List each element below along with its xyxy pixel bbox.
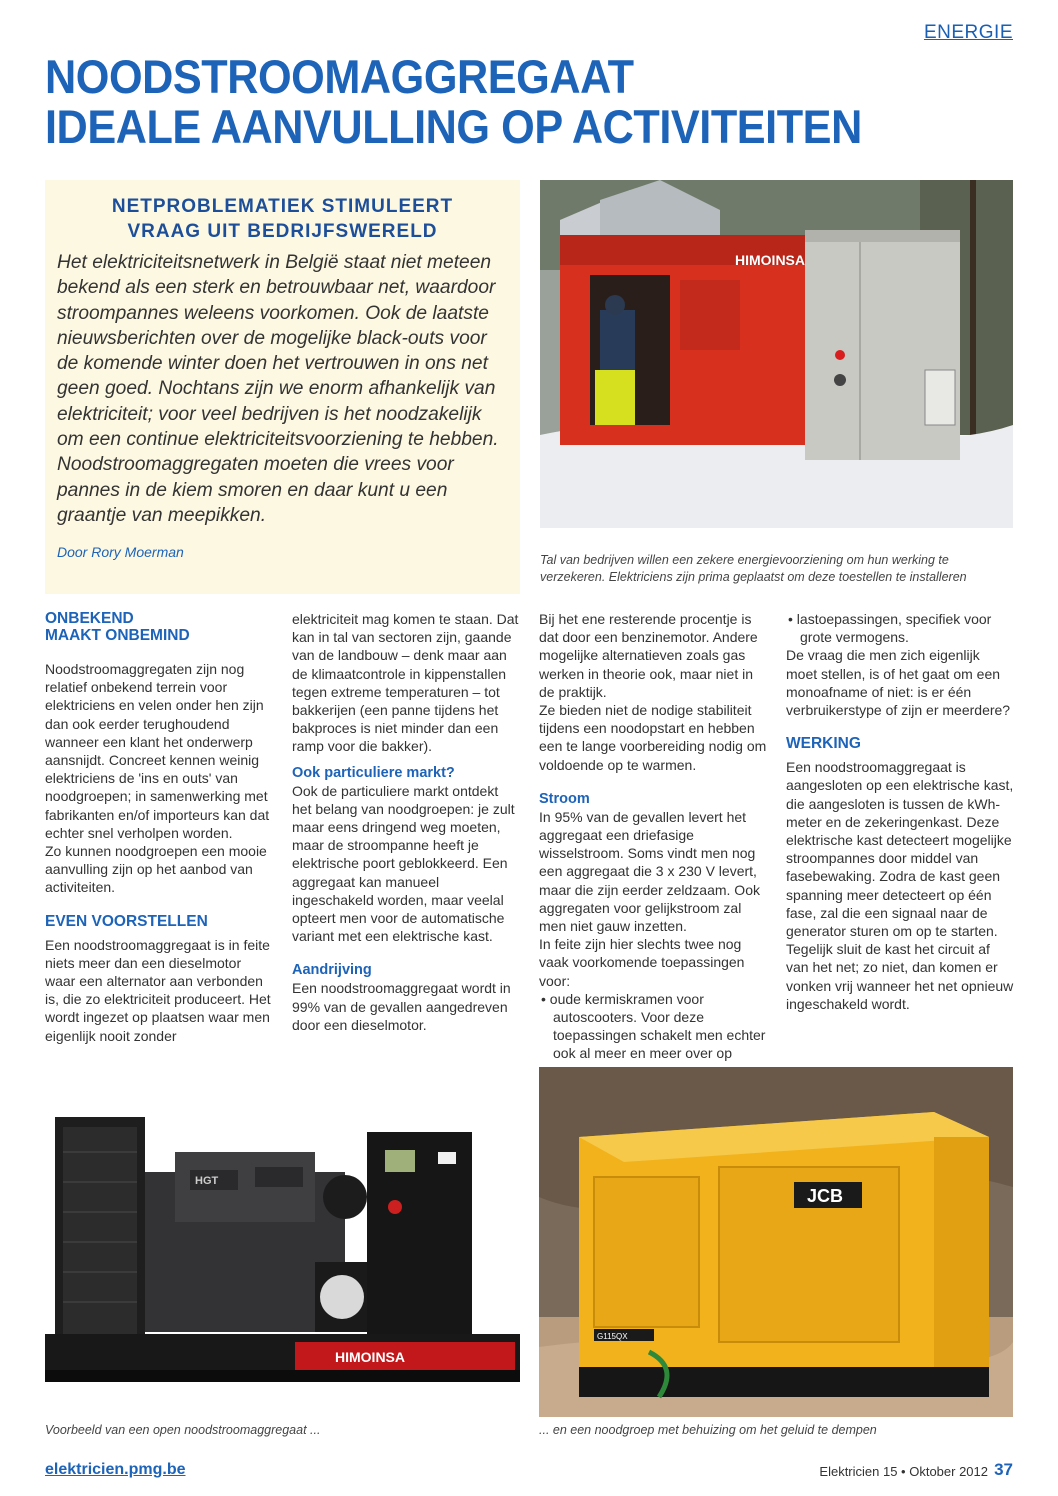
paragraph: Ook de particuliere markt ontdekt het belang van noodgroepen: je zult maar eens dringend weg moeten, maar de stroompanne heeft je elektrische poort geblokkeerd. Een aggregaat kan manueel ingeschakeld worden, maar veelal opteert men voor de automatische variant met een elektrische kast.: [292, 782, 515, 945]
spacer: [292, 945, 520, 961]
spacer: [45, 897, 273, 913]
heading-onbekend-line-2: MAAKT ONBEMIND: [45, 627, 190, 644]
page-number: 37: [994, 1460, 1013, 1479]
headline-line-1: NOODSTROOMAGGREGAAT: [45, 50, 634, 103]
paragraph: In 95% van de gevallen levert het aggregaat een driefasige wisselstroom. Soms vindt men nog een aggregaat die 3 x 230 V levert, maar die zijn eerder zeldzaam. Ook aggregaten voor gelijkstroom zal men niet gauw inzetten.: [539, 808, 760, 935]
byline: Door Rory Moerman: [57, 544, 184, 560]
footer-website-link[interactable]: elektricien.pmg.be: [45, 1461, 186, 1478]
engine-label: HGT: [195, 1175, 219, 1187]
intro-subtitle-line-1: NETPROBLEMATIEK STIMULEERT: [111, 196, 454, 217]
headline-line-2: IDEALE AANVULLING OP ACTIVITEITEN: [45, 100, 862, 153]
bullet-item: • lastoepassingen, specifiek voor grote vermogens.: [788, 611, 992, 646]
photo-bottom-right-brand: JCB: [807, 1186, 844, 1206]
section-tag: ENERGIE: [923, 22, 1013, 43]
photo-generator-snow-illustration: [540, 180, 1013, 528]
photo-top-caption: Tal van bedrijven willen een zekere energievoorziening om hun werking te verzekeren. Elektriciens zijn prima geplaatst om deze toestellen te installeren: [540, 553, 967, 584]
heading-werking: WERKING: [786, 735, 861, 753]
paragraph: De vraag die men zich eigenlijk moet stellen, is of het gaat om een monoafname of niet: is er één verbruikerstype of zijn er meerdere?: [786, 647, 1011, 719]
intro-box: [45, 180, 520, 594]
headline: [45, 52, 947, 152]
photo-generator-snow: [540, 180, 1013, 528]
photo-bottom-right-model: G115QX: [597, 1332, 628, 1341]
spacer: [45, 644, 273, 660]
bullet-item: • oude kermiskramen voor autoscooters. Voor deze toepassingen schakelt men echter ook al meer en meer over op: [541, 990, 766, 1062]
photo-enclosed-generator-illustration: [539, 1067, 1013, 1417]
photo-open-generator-illustration: [45, 1112, 520, 1397]
spacer: [786, 719, 1014, 735]
intro-lead: Het elektriciteitsnetwerk in België staat niet meteen bekend als een sterk en betrouwbaar net, waardoor stroompannes weleens voorkomen. Ook de laatste nieuwsberichten over de mogelijke black-outs voor de komende winter doen het vertrouwen in ons net geen goed. Nochtans zijn we enorm afhankelijk van elektriciteit; voor veel bedrijven is het noodzakelijk om een continue elektriciteitsvoorziening te hebben. Noodstroomaggregaten moeten die vrees voor pannes in de kiem smoren en daar kunt u een graantje van meepikken.: [57, 252, 499, 526]
spacer: [539, 774, 767, 790]
heading-onbekend-line-1: ONBEKEND: [45, 610, 134, 627]
photo-bottom-left-brand: HIMOINSA: [335, 1349, 405, 1365]
paragraph: elektriciteit mag komen te staan. Dat kan in tal van sectoren zijn, gaande van de landbouw – denk maar aan de klimaatcontrole in kippenstallen tegen extreme temperaturen – tot bakkerijen (een panne tijdens het bakproces is niet minder dan een ramp voor die bakker).: [292, 611, 519, 755]
photo-top-brand: HIMOINSA: [735, 252, 805, 268]
paragraph: Een noodstroomaggregaat wordt in 99% van de gevallen aangedreven door een dieselmotor.: [292, 980, 511, 1033]
photo-enclosed-generator: [539, 1067, 1013, 1417]
photo-bottom-right-caption: ... en een noodgroep met behuizing om het geluid te dempen: [539, 1423, 877, 1437]
footer-issue: Elektricien 15 • Oktober 2012: [819, 1464, 988, 1479]
photo-open-generator: [45, 1112, 520, 1397]
paragraph: Ze bieden niet de nodige stabiliteit tijdens een noodopstart en hebben een te lange voorbereiding nodig om voldoende op te warmen.: [539, 702, 767, 773]
paragraph: In feite zijn hier slechts twee nog vaak voorkomende toepassingen voor:: [539, 936, 745, 989]
intro-subtitle: [57, 194, 508, 244]
paragraph: Een noodstroomaggregaat is in feite niets meer dan een dieselmotor waar een alternator aan verbonden is, die zo elektriciteit produceert. Het wordt ingezet op plaatsen waar men eigenlijk nooit zonder: [45, 936, 271, 1044]
heading-onbekend: [45, 610, 273, 644]
spacer: [292, 756, 520, 764]
heading-aandrijving: Aandrijving: [292, 962, 372, 979]
paragraph: Zo kunnen noodgroepen een mooie aanvulling zijn op het aanbod van activiteiten.: [45, 843, 267, 896]
paragraph: Noodstroomaggregaten zijn nog relatief onbekend terrein voor elektriciens en velen onder hen zijn dan ook eerder terughoudend wanneer een klant het onderwerp aansnijdt. Concreet kennen weinig elektriciens de 'ins en outs' van noodgroepen; in samenwerking met fabrikanten en/of importeurs kan dat echter snel verholpen worden.: [45, 661, 270, 841]
heading-stroom: Stroom: [539, 790, 590, 807]
article-column-3: [539, 610, 767, 1081]
paragraph: Bij het ene resterende procentje is dat door een benzinemotor. Andere mogelijke alternatieven zoals gas werken in theorie ook, maar niet in de praktijk.: [539, 611, 758, 700]
photo-bottom-left-caption: Voorbeeld van een open noodstroomaggregaat ...: [45, 1423, 321, 1437]
paragraph: Een noodstroomaggregaat is aangesloten op een elektrische kast, die aangesloten is tussen de kWh-meter en de zekeringenkast. Deze elektrische kast detecteert mogelijke stroompannes door middel van fasebewaking. Zodra de kast geen spanning meer detecteert op één fase, zal die een signaal naar de generator sturen om op te starten. Tegelijk sluit de kast het circuit af van het net; zo niet, dan komen er vonken vrij wanneer het net opnieuw ingeschakeld wordt.: [786, 759, 1014, 1012]
article-column-4: [786, 610, 1014, 1013]
heading-particuliere-markt: Ook particuliere markt?: [292, 764, 455, 781]
heading-even-voorstellen: EVEN VOORSTELLEN: [45, 912, 208, 930]
intro-subtitle-line-2: VRAAG UIT BEDRIJFSWERELD: [127, 221, 438, 242]
article-column-2: [292, 610, 520, 1034]
article-column-1: [45, 610, 273, 1045]
